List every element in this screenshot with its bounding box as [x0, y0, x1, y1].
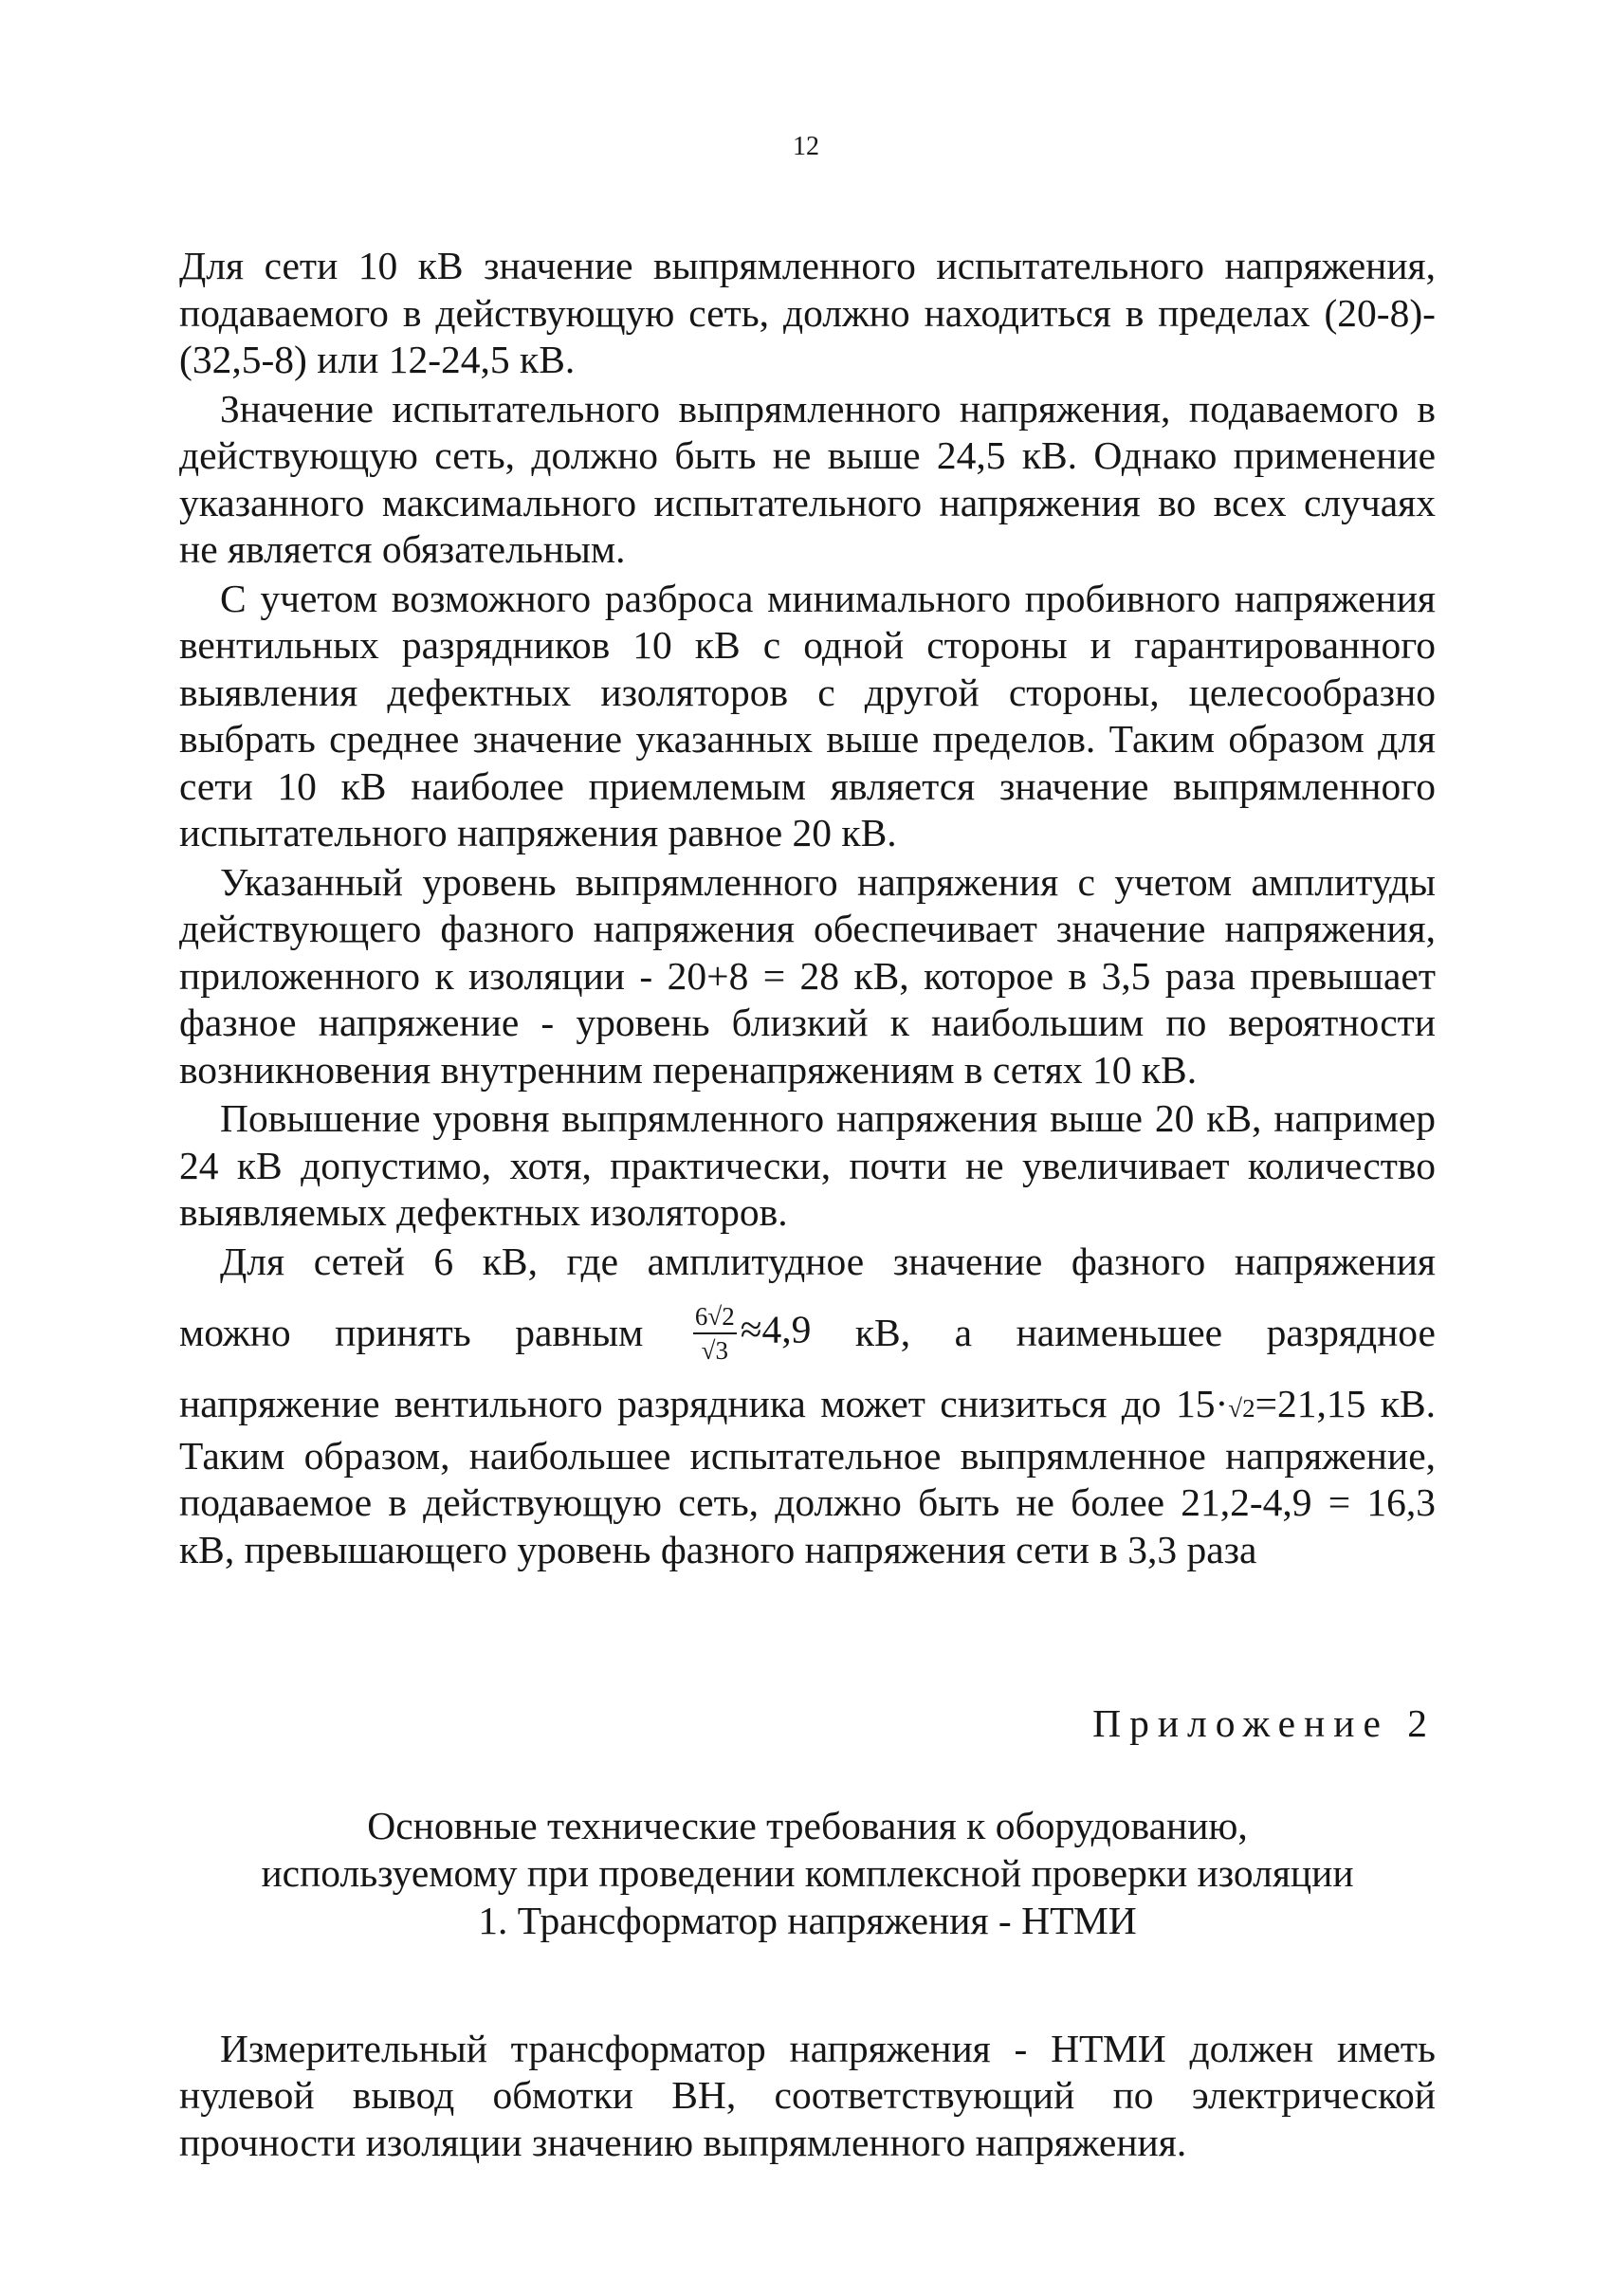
formula-paragraph [179, 1239, 1436, 1574]
section-heading [179, 1802, 1436, 1944]
final-paragraph: Измерительный трансформатор напряжения - НТМИ должен иметь нулевой вывод обмотки ВН, соответствующий по электрической прочности изоляции значению выпрямленного напряжения. [179, 2026, 1436, 2164]
approx-value: ≈4,9 [740, 1307, 812, 1351]
paragraph-4: Указанный уровень выпрямленного напряжения с учетом амплитуды действующего фазного напряжения обеспечивает значение напряжения, приложенного к изоляции - 20+8 = 28 кВ, которое в 3,5 раза превышает фазное напряжение - уровень близкий к наибольшим по вероятности возникновения внутренним перенапряжениям в сетях 10 кВ. [179, 859, 1436, 1092]
formula-paragraph-rest [179, 1381, 1436, 1573]
heading-line-2: используемому при проведении комплексной проверки изоляции [261, 1851, 1354, 1895]
formula-expression [687, 1302, 811, 1365]
line-3-end: =21,15 [1255, 1382, 1366, 1425]
fraction-denominator: √3 [701, 1336, 728, 1365]
line-3-start: напряжение вентильного разрядника может снизиться до 15· [179, 1382, 1229, 1425]
paragraph-3: С учетом возможного разброса минимального пробивного напряжения вентильных разрядников 10 кВ с одной стороны и гарантированного выявления дефектных изоляторов с другой стороны, целесообразно выбрать среднее значение указанных выше пределов. Таким образом для сети 10 кВ наиболее приемлемым является значение выпрямленного испытательного напряжения равное 20 кВ. [179, 576, 1436, 854]
paragraph-5: Повышение уровня выпрямленного напряжения выше 20 кВ, например 24 кВ допустимо, хотя, практически, почти не увеличивает количество выявляемых дефектных изоляторов. [179, 1096, 1436, 1234]
page-number: 12 [793, 132, 819, 161]
fraction [693, 1302, 737, 1365]
formula-word: а [954, 1311, 973, 1355]
heading-line-3: 1. Трансформатор напряжения - НТМИ [478, 1899, 1137, 1942]
body-text [179, 243, 1436, 1575]
fraction-numerator: 6√2 [693, 1302, 737, 1334]
paragraph-1: Для сети 10 кВ значение выпрямленного испытательного напряжения, подаваемого в действующую сеть, должно находиться в пределах (20-8)-(32,5-8) или 12-24,5 кВ. [179, 244, 1436, 381]
paragraph-2: Значение испытательного выпрямленного напряжения, подаваемого в действующую сеть, должно быть не выше 24,5 кВ. Однако применение указанного максимального испытательного напряжения во всех случаях не является обязательным. [179, 386, 1436, 571]
sqrt-two: √2 [1228, 1394, 1255, 1423]
formula-word: наименьшее [1016, 1311, 1223, 1355]
formula-word: принять [335, 1311, 471, 1355]
formula-paragraph-line-1: Для сетей 6 кВ, где амплитудное значение фазного напряжения [220, 1239, 1436, 1283]
formula-word: кВ, [854, 1311, 911, 1355]
formula-word: можно [179, 1311, 291, 1355]
appendix-label: Приложение 2 [1092, 1701, 1436, 1745]
formula-word: разрядное [1266, 1311, 1436, 1355]
formula-paragraph-tail: кВ. Таким образом, наибольшее испытательное выпрямленное напряжение, подаваемое в действующую сеть, должно быть не более 21,2-4,9 = 16,3 кВ, превышающего уровень фазного напряжения сети в 3,3 раза [179, 1382, 1437, 1571]
heading-line-1: Основные технические требования к оборудованию, [367, 1804, 1248, 1847]
formula-word: равным [515, 1311, 644, 1355]
formula-paragraph-line-2 [179, 1288, 1436, 1379]
